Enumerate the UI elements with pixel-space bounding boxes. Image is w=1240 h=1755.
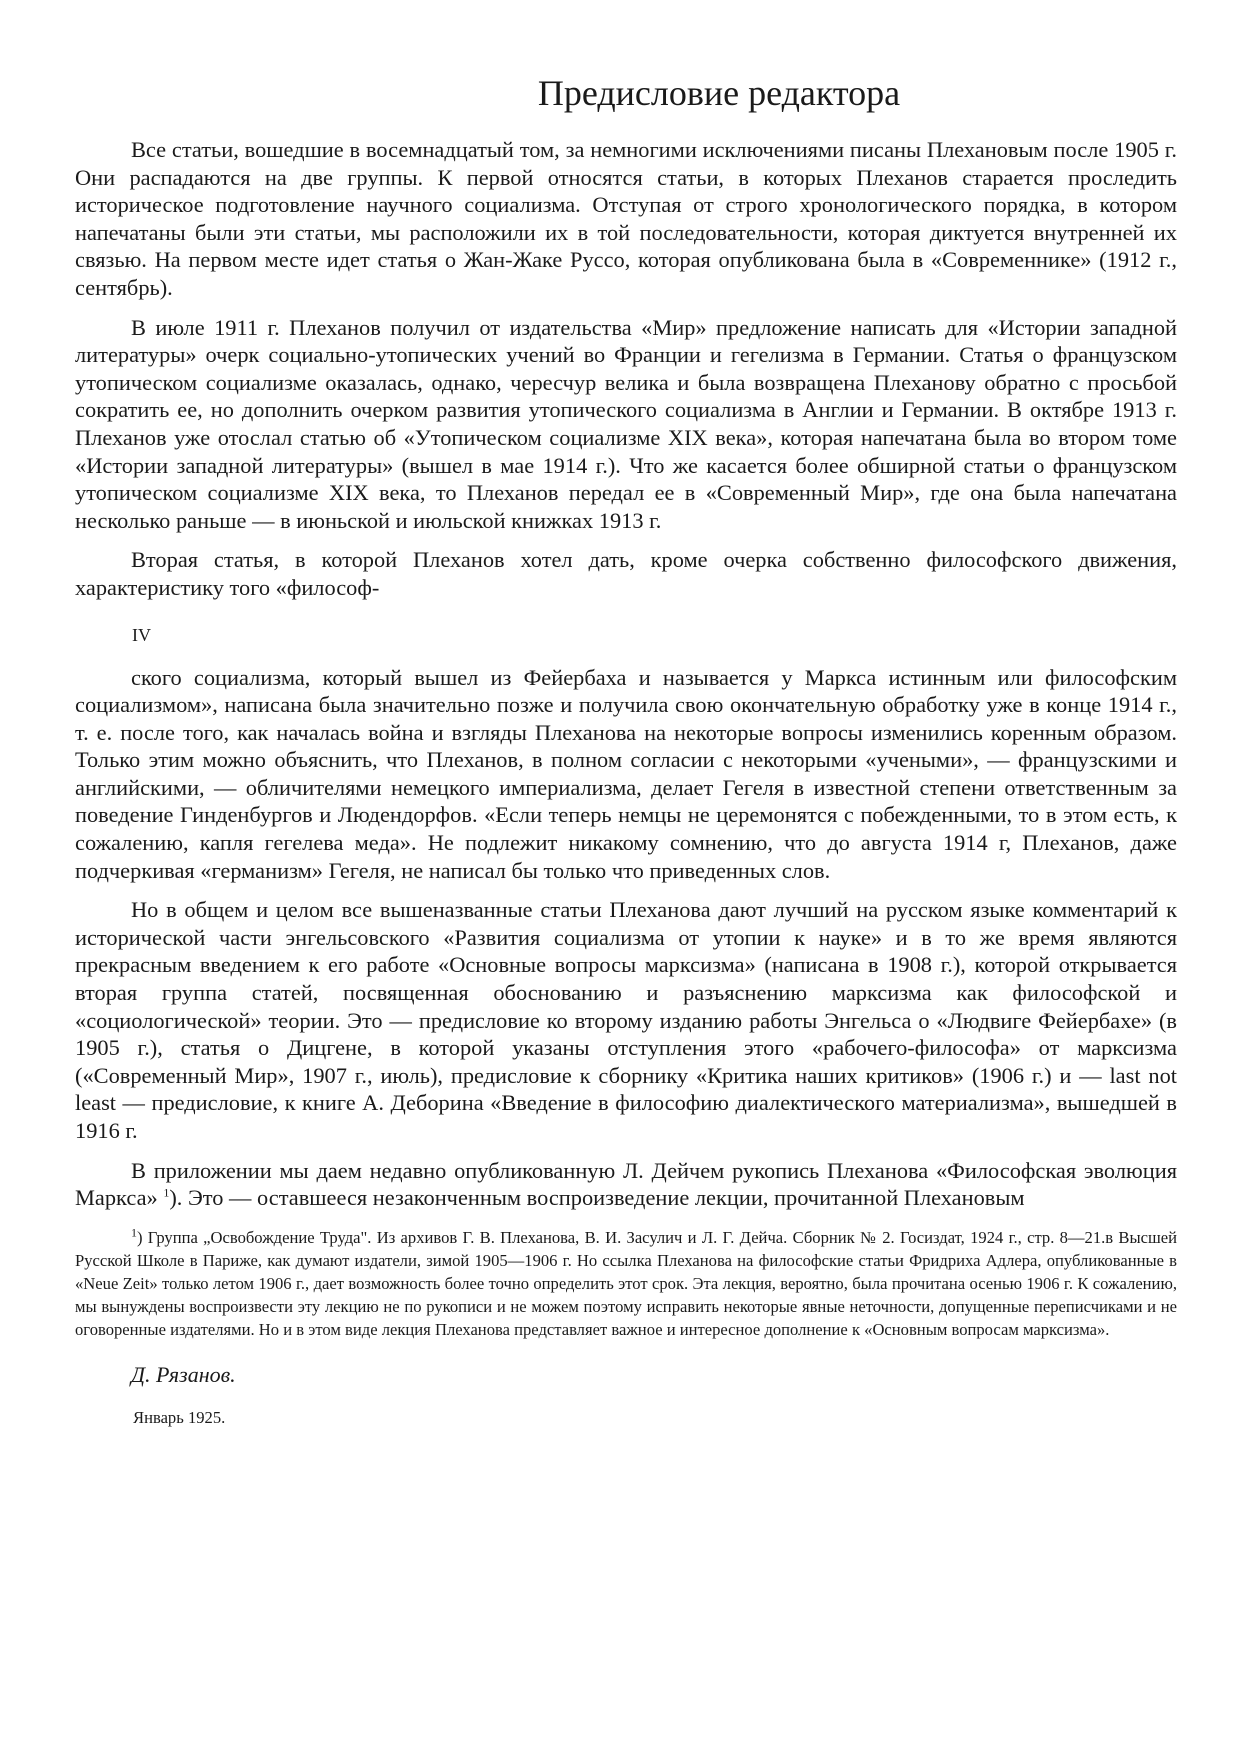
signature: Д. Рязанов.: [131, 1361, 236, 1387]
date: Январь 1925.: [133, 1407, 226, 1427]
paragraph-6: [75, 1157, 1177, 1212]
paragraph-2: В июле 1911 г. Плеханов получил от издательства «Мир» предложение написать для «Истории западной литературы» очерк социально-утопических учений во Франции и гегелизма в Германии. Статья о французском утопическом социализме оказалась, однако, чересчур велика и была возвращена Плеханову обратно с просьбой сократить ее, но дополнить очерком развития утопического социализма в Англии и Германии. В октябре 1913 г. Плеханов уже отослал статью об «Утопическом социализме XIX века», которая напечатана была во втором томе «Истории западной литературы» (вышел в мае 1914 г.). Что же касается более обширной статьи о французском утопическом социализме XIX века, то Плеханов передал ее в «Современный Мир», где она была напечатана несколько раньше — в июньской и июльской книжках 1913 г.: [75, 314, 1177, 533]
paragraph-1: Все статьи, вошедшие в восемнадцатый том, за немногими исключениями писаны Плехановым после 1905 г. Они распадаются на две группы. К первой относятся статьи, в которых Плеханов старается проследить историческое подготовление научного социализма. Отступая от строго хронологического порядка, в котором напечатаны были эти статьи, мы расположили их в той последовательности, которая диктуется внутренней их связью. На первом месте идет статья о Жан-Жаке Руссо, которая опубликована была в «Современнике» (1912 г., сентябрь).: [75, 137, 1177, 300]
document-page: [75, 68, 1177, 1429]
footnote-text: ) Группа „Освобождение Труда". Из архивов Г. В. Плеханова, В. И. Засулич и Л. Г. Дейча. Сборник № 2. Госиздат, 1924 г., стр. 8—21.в Высшей Русской Школе в Париже, как думают издатели, зимой 1905—1906 г. Но ссылка Плеханова на философские статьи Фридриха Адлера, опубликованные в «Neue Zeit» только летом 1906 г., дает возможность более точно определить этот срок. Эта лекция, вероятно, была прочитана осенью 1906 г. К сожалению, мы вынуждены воспроизвести эту лекцию не по рукописи и не можем поэтому исправить некоторые явные неточности, допущенные переписчиками и не оговоренные издателями. Но и в этом виде лекция Плеханова представляет важное и интересное дополнение к «Основным вопросам марксизма».: [75, 1227, 1177, 1339]
page-number: IV: [132, 624, 151, 645]
paragraph-3: Вторая статья, в которой Плеханов хотел дать, кроме очерка собственно философского движения, характеристику того «философ-: [75, 547, 1177, 600]
paragraph-6-after: ). Это — оставшееся незаконченным воспроизведение лекции, прочитанной Плехановым: [169, 1185, 1025, 1211]
footnote-marker: 1: [131, 1225, 137, 1240]
paragraph-5: Но в общем и целом все вышеназванные статьи Плеханова дают лучший на русском языке комментарий к исторической части энгельсовского «Развития социализма от утопии к науке» и в то же время являются прекрасным введением к его работе «Основные вопросы марксизма» (написана в 1908 г.), которой открывается вторая группа статей, посвященная обоснованию и разъяснению марксизма как философской и «социологической» теории. Это — предисловие ко второму изданию работы Энгельса о «Людвиге Фейербахе» (в 1905 г.), статья о Дицгене, в которой указаны отступления этого «рабочего-философа» от марксизма («Современный Мир», 1907 г., июль), предисловие к сборнику «Критика наших критиков» (1906 г.) и — last not least — предисловие, к книге А. Деборина «Введение в философию диалектического материализма», вышедшей в 1916 г.: [75, 897, 1177, 1143]
paragraph-4: ского социализма, который вышел из Фейербаха и называется у Маркса истинным или философским социализмом», написана была значительно позже и получила свою окончательную обработку уже в конце 1914 г., т. е. после того, как началась война и взгляды Плеханова на некоторые вопросы изменились коренным образом. Только этим можно объяснить, что Плеханов, в полном согласии с некоторыми «учеными», — французскими и английскими, — обличителями немецкого империализма, делает Гегеля в известной степени ответственным за поведение Гинденбургов и Людендорфов. «Если теперь немцы не церемонятся с побежденными, то в этом есть, к сожалению, капля гегелева меда». Не подлежит никакому сомнению, что до августа 1914 г, Плеханов, даже подчеркивая «германизм» Гегеля, не написал бы только что приведенных слов.: [75, 664, 1177, 883]
page-title: Предисловие редактора: [537, 73, 901, 113]
footnote: [75, 1226, 1177, 1341]
footnote-ref[interactable]: 1: [163, 1185, 170, 1200]
paragraph-6-before: В приложении мы даем недавно опубликованную Л. Дейчем рукопись Плеханова «Философская эволюция Маркса»: [75, 1157, 1177, 1211]
